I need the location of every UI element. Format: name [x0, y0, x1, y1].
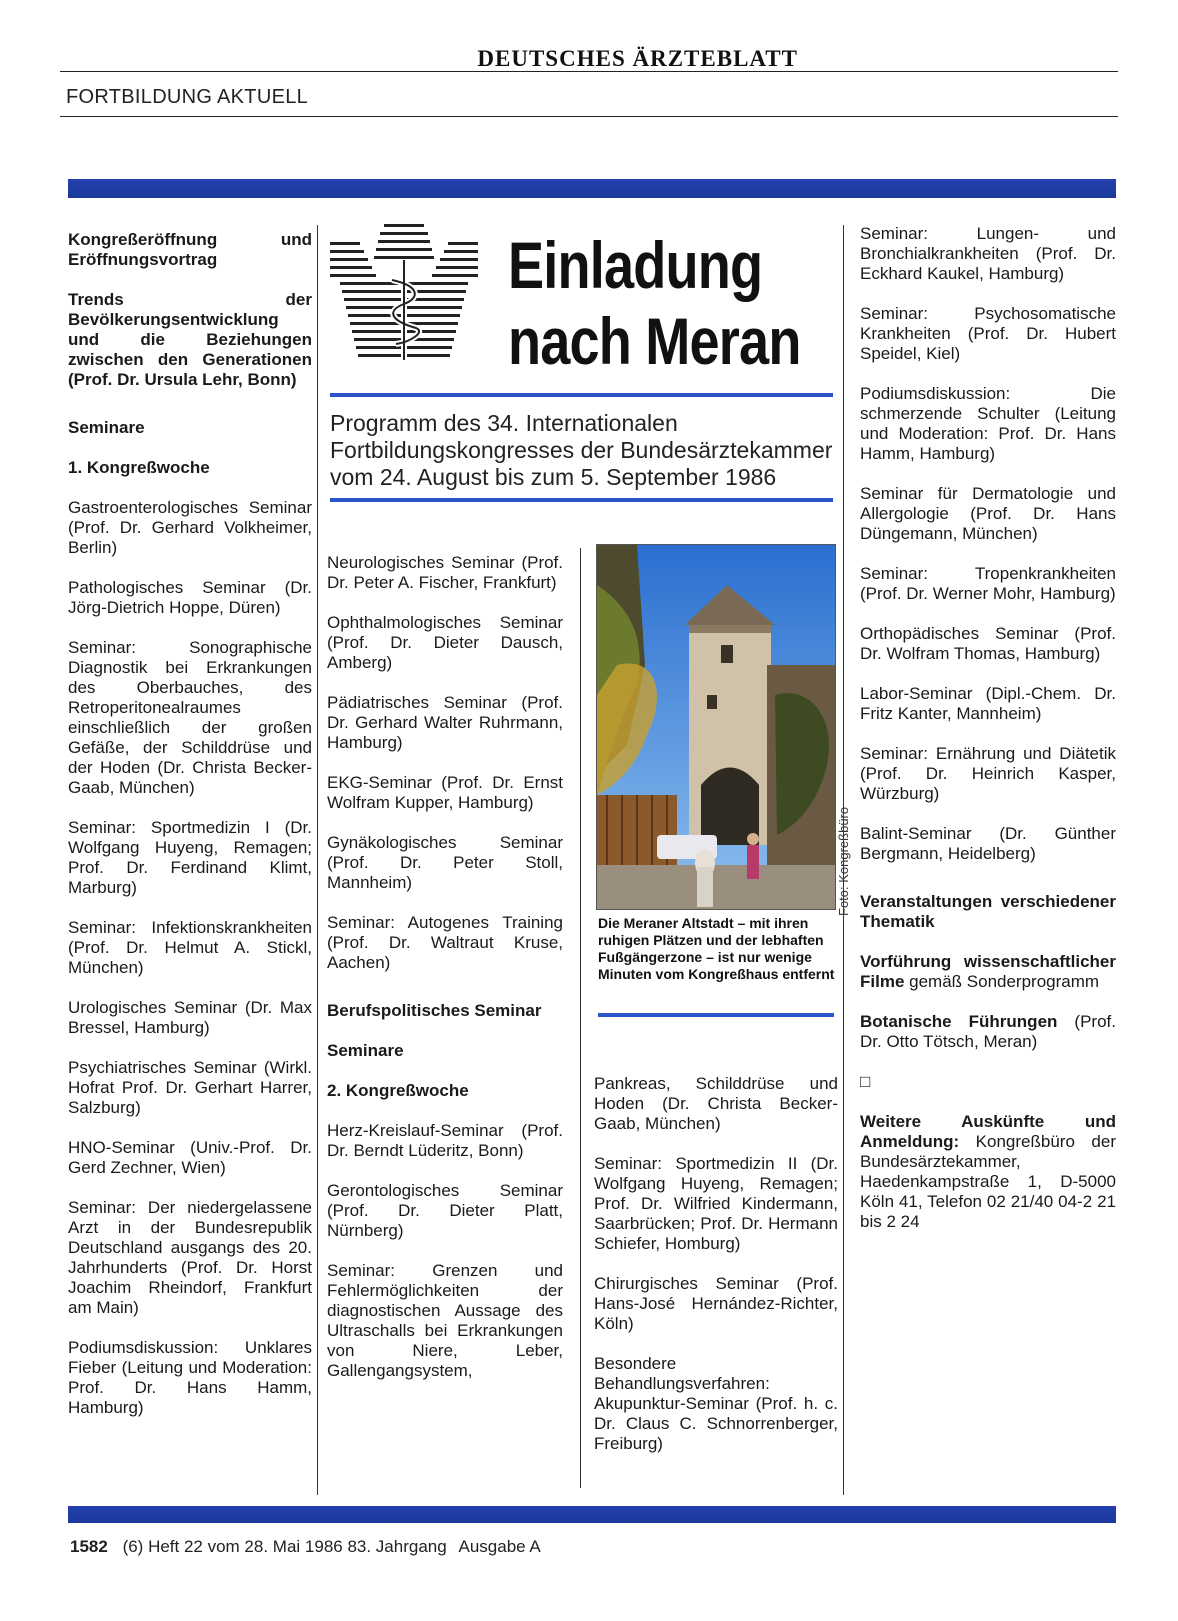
program-item: Psychiatrisches Seminar (Wirkl. Hofrat Prof. Dr. Gerhart Harrer, Salzburg) [68, 1058, 312, 1117]
blue-rule [598, 1013, 834, 1017]
heading: Veranstaltungen verschiedener Thematik [860, 892, 1116, 931]
section-title: FORTBILDUNG AKTUELL [66, 86, 309, 108]
issue-info: (6) Heft 22 vom 28. Mai 1986 83. Jahrgang [122, 1537, 447, 1556]
item-text: (Prof. Dr. Otto Tötsch, Meran) [860, 1012, 1116, 1051]
program-item: Seminar: Tropenkrankheiten (Prof. Dr. Werner Mohr, Hamburg) [860, 564, 1116, 603]
masthead [60, 42, 1118, 72]
program-item: Herz-Kreislauf-Seminar (Prof. Dr. Berndt Lüderitz, Bonn) [327, 1121, 563, 1160]
program-item: Urologisches Seminar (Dr. Max Bressel, Hamburg) [68, 998, 312, 1037]
photo-caption: Die Meraner Altstadt – mit ihren ruhigen Plätzen und der lebhaften Fußgängerzone – ist nur wenige Minuten vom Kongreßhaus entfernt [598, 915, 835, 982]
top-blue-band [68, 179, 1116, 198]
item-label: Vorführung wissenschaftlicher Filme [860, 952, 1116, 991]
program-item [860, 1012, 1116, 1052]
heading: Seminare [327, 1041, 404, 1060]
photo-credit [836, 796, 854, 916]
program-item: Seminar für Dermatologie und Allergologie (Prof. Dr. Hans Düngemann, München) [860, 484, 1116, 543]
meran-old-town-photo [596, 544, 836, 910]
item-text: gemäß Sonderprogramm [909, 972, 1100, 991]
program-item: Balint-Seminar (Dr. Günther Bergmann, Heidelberg) [860, 824, 1116, 863]
column-2 [327, 553, 563, 1401]
column-4 [860, 224, 1116, 1252]
program-item: HNO-Seminar (Univ.-Prof. Dr. Gerd Zechner, Wien) [68, 1138, 312, 1177]
heading: 2. Kongreßwoche [327, 1081, 469, 1100]
column-1 [68, 230, 312, 1438]
blue-rule [330, 498, 833, 502]
section-rule [60, 116, 1118, 117]
end-mark: □ [860, 1072, 871, 1091]
program-item: Seminar: Grenzen und Fehlermöglichkeiten der diagnostischen Aussage des Ultraschalls bei Erkrankungen von Niere, Leber, Gallengangsystem, [327, 1261, 563, 1380]
program-item: Podiumsdiskussion: Unklares Fieber (Leitung und Moderation: Prof. Dr. Hans Hamm, Hamburg) [68, 1338, 312, 1417]
program-item: Seminar: Ernährung und Diätetik (Prof. Dr. Heinrich Kasper, Würzburg) [860, 744, 1116, 803]
item-label: Weitere Auskünfte und Anmeldung: [860, 1112, 1116, 1151]
page-number: 1582 [70, 1537, 108, 1556]
page-footer [70, 1537, 549, 1557]
program-item: Gerontologisches Seminar (Prof. Dr. Dieter Platt, Nürnberg) [327, 1181, 563, 1240]
program-item: Pädiatrisches Seminar (Prof. Dr. Gerhard Walter Ruhrmann, Hamburg) [327, 693, 563, 752]
program-item: Seminar: Infektionskrankheiten (Prof. Dr. Helmut A. Stickl, München) [68, 918, 312, 977]
heading: Berufspolitisches Seminar [327, 1001, 542, 1020]
photo-credit-text: Foto: Kongreßbüro [836, 806, 851, 916]
item-text: Kongreßbüro der Bundesärztekammer, Haedenkampstraße 1, D-5000 Köln 41, Telefon 02 21/40 04-2 21 bis 2 24 [860, 1132, 1116, 1231]
program-item: Seminar: Sportmedizin I (Dr. Wolfgang Huyeng, Remagen; Prof. Dr. Ferdinand Klimt, Marburg) [68, 818, 312, 897]
program-item: Pankreas, Schilddrüse und Hoden (Dr. Christa Becker-Gaab, München) [594, 1074, 838, 1133]
program-item [860, 952, 1116, 992]
program-item: Besondere Behandlungsverfahren: Akupunktur-Seminar (Prof. h. c. Dr. Claus C. Schnorrenberger, Freiburg) [594, 1354, 838, 1453]
heading: Seminare [68, 418, 145, 437]
item-label: Botanische Führungen [860, 1012, 1058, 1031]
program-item: Labor-Seminar (Dipl.-Chem. Dr. Fritz Kanter, Mannheim) [860, 684, 1116, 723]
program-item: Neurologisches Seminar (Prof. Dr. Peter A. Fischer, Frankfurt) [327, 553, 563, 592]
program-item: Chirurgisches Seminar (Prof. Hans-José Hernández-Richter, Köln) [594, 1274, 838, 1333]
column-3 [594, 1074, 838, 1474]
program-item: Podiumsdiskussion: Die schmerzende Schulter (Leitung und Moderation: Prof. Dr. Hans Hamm, Hamburg) [860, 384, 1116, 463]
column-divider [580, 548, 581, 1488]
program-item: Gastroenterologisches Seminar (Prof. Dr. Gerhard Volkheimer, Berlin) [68, 498, 312, 557]
program-item [860, 1112, 1116, 1232]
subtitle: Programm des 34. Internationalen Fortbildungskongresses der Bundesärztekammer vom 24. August bis zum 5. September 1986 [330, 410, 833, 490]
program-item: Seminar: Lungen- und Bronchialkrankheiten (Prof. Dr. Eckhard Kaukel, Hamburg) [860, 224, 1116, 283]
headline-line-1: Einladung [508, 228, 763, 302]
program-item: Ophthalmologisches Seminar (Prof. Dr. Dieter Dausch, Amberg) [327, 613, 563, 672]
program-item: Gynäkologisches Seminar (Prof. Dr. Peter Stoll, Mannheim) [327, 833, 563, 892]
program-item: Pathologisches Seminar (Dr. Jörg-Dietrich Hoppe, Düren) [68, 578, 312, 617]
heading: Trends der Bevölkerungsentwicklung und die Beziehungen zwischen den Generationen (Prof. Dr. Ursula Lehr, Bonn) [68, 290, 312, 389]
heading: 1. Kongreßwoche [68, 458, 210, 477]
program-item: Seminar: Sportmedizin II (Dr. Wolfgang Huyeng, Remagen; Prof. Dr. Wilfried Kindermann, Saarbrücken; Prof. Dr. Hermann Schiefer, Homburg) [594, 1154, 838, 1253]
program-item: EKG-Seminar (Prof. Dr. Ernst Wolfram Kupper, Hamburg) [327, 773, 563, 812]
journal-title: DEUTSCHES ÄRZTEBLATT [477, 46, 798, 71]
heading: Kongreßeröffnung und Eröffnungsvortrag [68, 230, 312, 269]
bottom-blue-band [68, 1506, 1116, 1523]
program-item: Orthopädisches Seminar (Prof. Dr. Wolfram Thomas, Hamburg) [860, 624, 1116, 663]
program-item: Seminar: Sonographische Diagnostik bei Erkrankungen des Oberbauches, des Retroperitonealraumes einschließlich der großen Gefäße, der Schilddrüse und der Hoden (Dr. Christa Becker-Gaab, München) [68, 638, 312, 797]
program-item: Seminar: Der niedergelassene Arzt in der Bundesrepublik Deutschland ausgangs des 20. Jahrhunderts (Prof. Dr. Horst Joachim Rheindorf, Frankfurt am Main) [68, 1198, 312, 1317]
blue-rule [330, 393, 833, 397]
column-divider [317, 225, 318, 1495]
edition: Ausgabe A [458, 1537, 541, 1556]
headline-line-2: nach Meran [508, 304, 801, 378]
program-item: Seminar: Psychosomatische Krankheiten (Prof. Dr. Hubert Speidel, Kiel) [860, 304, 1116, 363]
aesculapian-logo-icon [330, 220, 478, 370]
program-item: Seminar: Autogenes Training (Prof. Dr. Waltraut Kruse, Aachen) [327, 913, 563, 972]
